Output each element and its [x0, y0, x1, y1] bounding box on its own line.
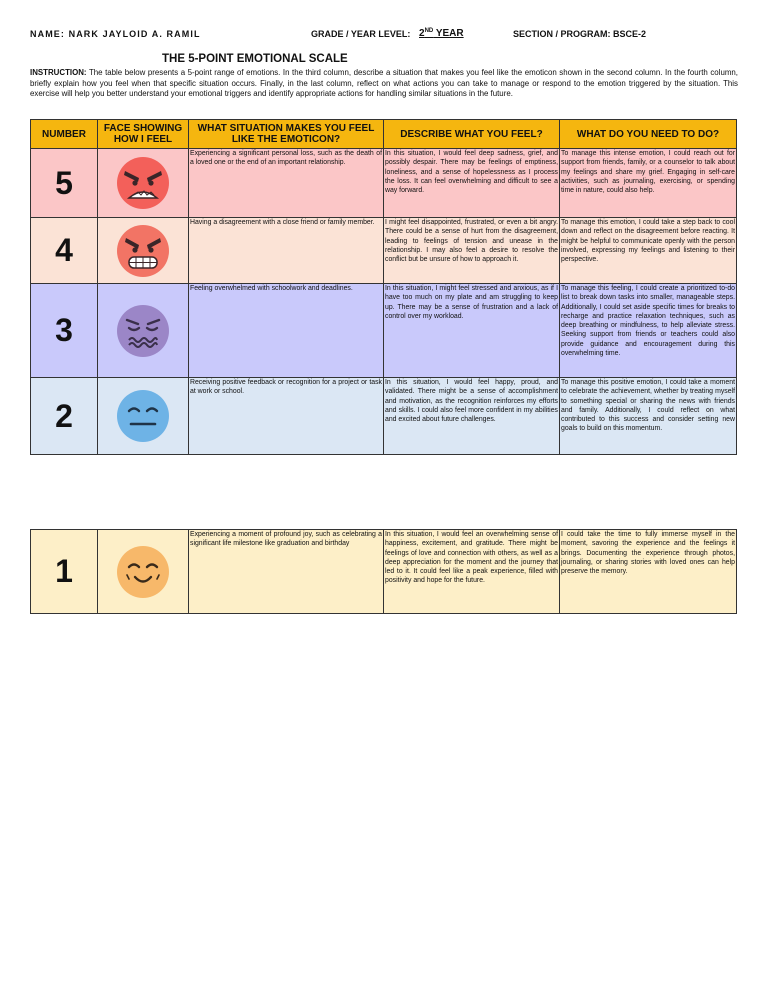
row-number: 1: [31, 530, 98, 614]
feel-cell: In this situation, I might feel stressed and anxious, as if I have too much on my plate and am struggling to keep up. There may be a sense of frustration and a lack of control over my workload.: [384, 284, 560, 378]
angry-grimace-face-icon: [116, 224, 170, 278]
row-number: 4: [31, 218, 98, 284]
student-name: NAME: NARK JAYLOID A. RAMIL: [30, 29, 201, 39]
neutral-face-icon: [116, 389, 170, 443]
todo-cell: To manage this intense emotion, I could reach out for support from friends, family, or a counselor to talk about my feelings and share my grief. Engaging in self-care activities, such as journaling, exercising, or spending time in nature, could also help.: [560, 149, 737, 218]
situation-cell: Experiencing a significant personal loss, such as the death of a loved one or the end of an important relationship.: [189, 149, 384, 218]
situation-cell: Receiving positive feedback or recognition for a project or task at work or school.: [189, 378, 384, 455]
emotional-scale-table: [30, 119, 737, 455]
page-title: THE 5-POINT EMOTIONAL SCALE: [162, 53, 348, 65]
table-row: [31, 218, 737, 284]
table-header-row: [31, 120, 737, 149]
todo-cell: To manage this positive emotion, I could take a moment to celebrate the achievement, whether by treating myself to something special or sharing the news with friends and family. Additionally, I could reflect on what contributed to this success and consider setting new goals to build on this momentum.: [560, 378, 737, 455]
situation-cell: Having a disagreement with a close friend or family member.: [189, 218, 384, 284]
feel-cell: In this situation, I would feel deep sadness, grief, and possibly despair. There may be feelings of emptiness, loneliness, and a sense of hopelessness as I process the loss. It can feel overwhelming and difficult to see a way forward.: [384, 149, 560, 218]
table-row: [31, 284, 737, 378]
year-level: 2ND YEAR: [419, 28, 464, 39]
col-header-situation: WHAT SITUATION MAKES YOU FEEL LIKE THE EMOTICON?: [189, 120, 384, 149]
situation-cell: Feeling overwhelmed with schoolwork and deadlines.: [189, 284, 384, 378]
situation-cell: Experiencing a moment of profound joy, such as celebrating a significant life milestone like graduation and birthday: [189, 530, 384, 614]
table-row: [31, 378, 737, 455]
col-header-todo: WHAT DO YOU NEED TO DO?: [560, 120, 737, 149]
section-program: SECTION / PROGRAM: BSCE-2: [513, 29, 647, 39]
col-header-feel: DESCRIBE WHAT YOU FEEL?: [384, 120, 560, 149]
todo-cell: I could take the time to fully immerse myself in the moment, savoring the experience and the feelings it brings. Documenting the experience through photos, journaling, or sharing stories with loved ones can help preserve the memory.: [560, 530, 737, 614]
table-row: [31, 530, 737, 614]
row-number: 3: [31, 284, 98, 378]
student-header: [30, 29, 740, 41]
feel-cell: In this situation, I would feel happy, proud, and validated. There might be a sense of accomplishment and motivation, as the recognition reinforces my efforts and skills. I could also feel more confident in my abilities and excited about future challenges.: [384, 378, 560, 455]
todo-cell: To manage this feeling, I could create a prioritized to-do list to break down tasks into smaller, manageable steps. Additionally, I could set aside specific times for breaks to recharge and practice relaxation techniques, such as deep breathing or mindfulness, to help alleviate stress. Seeking support from friends or teachers could also provide guidance and encouragement during this overwhelming time.: [560, 284, 737, 378]
table-row: [31, 149, 737, 218]
col-header-face: FACE SHOWING HOW I FEEL: [98, 120, 189, 149]
feel-cell: I might feel disappointed, frustrated, or even a bit angry. There could be a sense of hurt from the disagreement, leading to feelings of tension and unease in the relationship. I may also feel a desire to resolve the conflict but be unsure of how to approach it.: [384, 218, 560, 284]
emotional-scale-table-continued: [30, 529, 737, 614]
feel-cell: In this situation, I would feel an overwhelming sense of happiness, excitement, and gratitude. There might be feelings of love and connection with others, as well as a deep appreciation for the moment and the journey that led to it. It could feel like a peak experience, filled with positivity and hope for the future.: [384, 530, 560, 614]
stressed-wavy-face-icon: [116, 304, 170, 358]
happy-face-icon: [116, 545, 170, 599]
row-number: 5: [31, 149, 98, 218]
grade-label: GRADE / YEAR LEVEL:: [311, 29, 411, 39]
row-number: 2: [31, 378, 98, 455]
furious-face-icon: [116, 156, 170, 210]
col-header-number: NUMBER: [31, 120, 98, 149]
todo-cell: To manage this emotion, I could take a step back to cool down and reflect on the disagreement before reacting. It might be helpful to communicate openly with the person involved, expressing my feelings and listening to their perspective.: [560, 218, 737, 284]
instruction-text: INSTRUCTION: The table below presents a 5-point range of emotions. In the third column, describe a situation that makes you feel like the emoticon shown in the second column. In the fourth column, briefly explain how you feel when that specific situation occurs. Finally, in the last column, reflect on what actions you can take to manage or respond to the emotion triggered by the situation. This exercise will help you better understand your emotional triggers and identify appropriate actions for handling similar situations in the future.: [30, 68, 738, 99]
